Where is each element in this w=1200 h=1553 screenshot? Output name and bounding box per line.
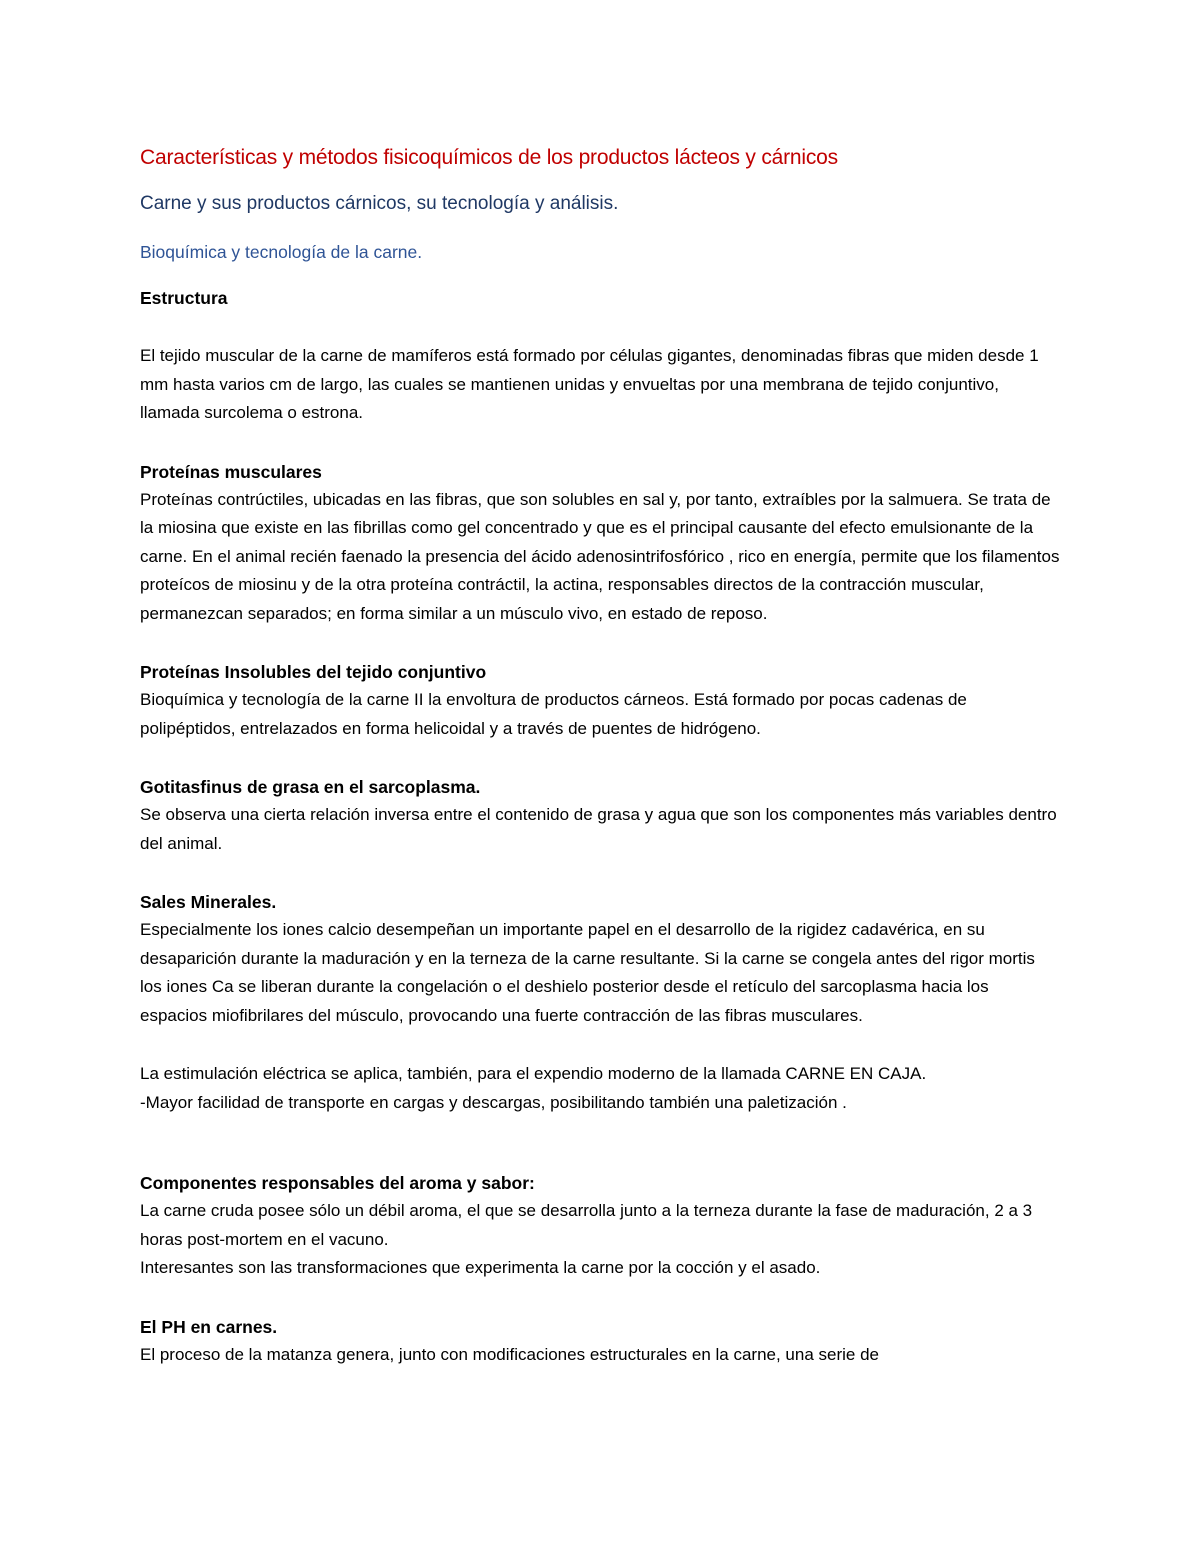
section-heading: Componentes responsables del aroma y sabor: [140,1173,535,1193]
section-body-line: Interesantes son las transformaciones que experimenta la carne por la cocción y el asado. [140,1258,821,1277]
section-estructura [140,284,1060,428]
section-body: Especialmente los iones calcio desempeñan un importante papel en el desarrollo de la rigidez cadavérica, en su desaparición durante la maduración y en la terneza de la carne resultante. Si la carne se congela antes del rigor mortis los iones Ca se liberan durante la congelación o el deshielo posterior desde el retículo del sarcoplasma hacia los espacios miofibrilares del músculo, provocando una fuerte contracción de las fibras musculares. [140,920,1035,1025]
section-body: Se observa una cierta relación inversa entre el contenido de grasa y agua que son los componentes más variables dentro del animal. [140,805,1057,853]
document-content [140,140,1060,1369]
document-subtitle: Carne y sus productos cárnicos, su tecnología y análisis. [140,193,619,214]
section-body: Proteínas contrúctiles, ubicadas en las fibras, que son solubles en sal y, por tanto, extraíbles por la salmuera. Se trata de la miosina que existe en las fibrillas como gel concentrado y que es el principal causante del efecto emulsionante de la carne. En el animal recién faenado la presencia del ácido adenosintrifosfórico , rico en energía, permite que los filamentos proteícos de miosinu y de la otra proteína contráctil, la actina, responsables directos de la contracción muscular, permanezcan separados; en forma similar a un músculo vivo, en estado de reposo. [140,489,1060,623]
section-body-line: -Mayor facilidad de transporte en cargas y descargas, posibilitando también una paletización . [140,1092,847,1112]
section-ph [140,1313,1060,1370]
section-proteinas-insolubles [140,658,1060,743]
section-body: El tejido muscular de la carne de mamíferos está formado por células gigantes, denominadas fibras que miden desde 1 mm hasta varios cm de largo, las cuales se mantienen unidas y envueltas por una membrana de tejido conjuntivo, llamada surcolema o estrona. [140,346,1039,422]
section-body: Bioquímica y tecnología de la carne II la envoltura de productos cárneos. Está formado por pocas cadenas de polipéptidos, entrelazados en forma helicoidal y a través de puentes de hidrógeno. [140,690,967,738]
section-aroma-sabor [140,1169,1060,1283]
section-body-line: La carne cruda posee sólo un débil aroma, el que se desarrolla junto a la terneza durante la fase de maduración, 2 a 3 horas post-mortem en el vacuno. [140,1201,1033,1249]
section-heading: Proteínas musculares [140,461,322,482]
section-sales-minerales [140,888,1060,1117]
section-heading: El PH en carnes. [140,1316,278,1337]
document-subsubtitle: Bioquímica y tecnología de la carne. [140,242,423,262]
section-gotitas [140,773,1060,858]
section-proteinas-musculares [140,458,1060,629]
section-heading: Estructura [140,288,228,308]
section-heading: Sales Minerales. [140,892,277,912]
document-title: Características y métodos fisicoquímicos de los productos lácteos y cárnicos [140,146,838,169]
section-heading: Gotitasfinus de grasa en el sarcoplasma. [140,777,481,797]
section-body: El proceso de la matanza genera, junto con modificaciones estructurales en la carne, una serie de [140,1344,879,1364]
section-body-line: La estimulación eléctrica se aplica, también, para el expendio moderno de la llamada CARNE EN CAJA. [140,1064,927,1083]
section-heading: Proteínas Insolubles del tejido conjuntivo [140,662,487,682]
